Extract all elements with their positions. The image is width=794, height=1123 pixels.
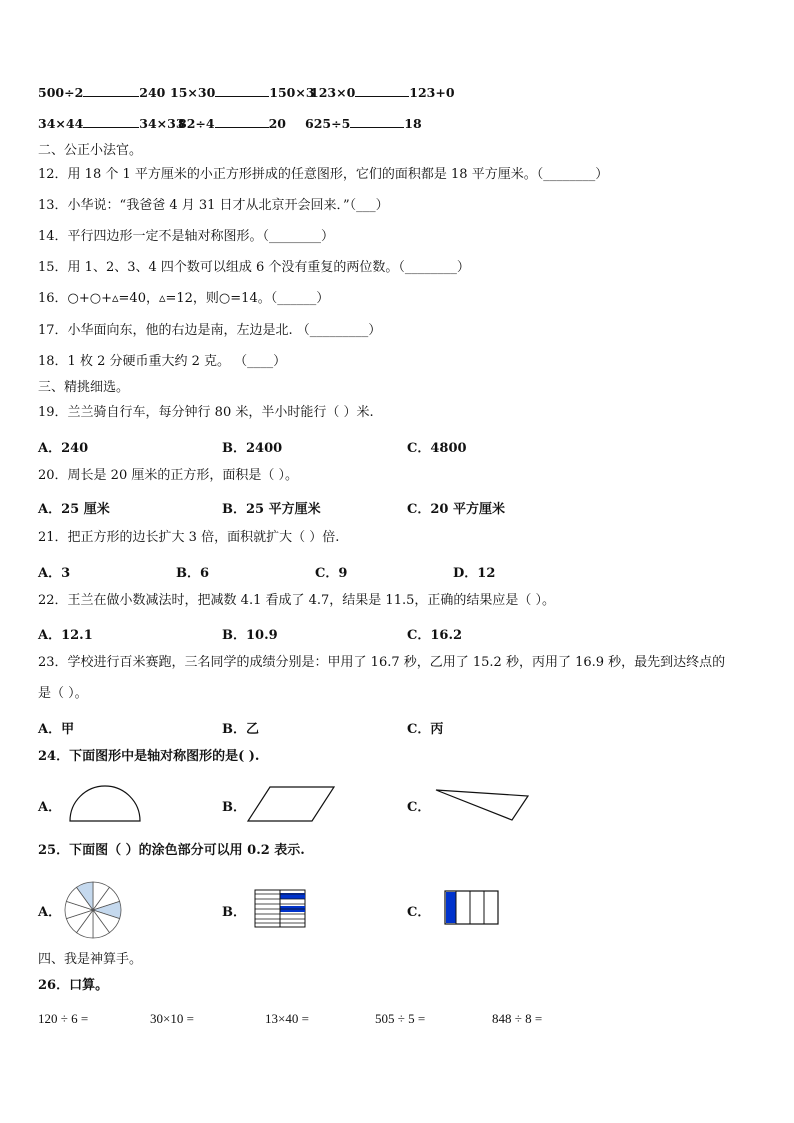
compare-right: 240 [139,85,166,100]
question-21: 21．把正方形的边长扩大 3 倍，面积就扩大（ ）倍. [38,530,340,545]
compare-right: 123+0 [409,85,455,100]
bar-fraction-figure [444,890,500,926]
option-c[interactable]: C． [407,800,431,815]
section-heading: 三、精挑细选。 [38,380,130,395]
option-b[interactable]: B． [222,800,246,815]
compare-item [310,84,455,100]
compare-left: 34×44 [38,116,84,131]
oral-calc-item[interactable]: 848 ÷ 8 = [492,1011,543,1026]
question-12: 12．用 18 个 1 平方厘米的小正方形拼成的任意图形，它们的面积都是 18 平方厘米。（________） [38,167,609,182]
option-c[interactable]: C．丙 [407,722,444,737]
oral-calc-item[interactable]: 120 ÷ 6 = [38,1011,89,1026]
question-20: 20．周长是 20 厘米的正方形，面积是（ ）。 [38,468,298,483]
question-23-line2: 是（ ）。 [38,686,88,701]
answer-blank[interactable] [355,84,409,97]
option-c[interactable]: C．4800 [407,441,467,456]
answer-blank[interactable] [215,115,269,128]
option-a[interactable]: A．25 厘米 [38,502,110,517]
compare-right: 34×33 [139,116,185,131]
oral-calc-item[interactable]: 505 ÷ 5 = [375,1011,426,1026]
grid-fraction-figure [254,889,306,929]
section-heading: 四、我是神算手。 [38,952,143,967]
option-a[interactable]: A． [38,800,62,815]
option-b[interactable]: B．乙 [222,722,259,737]
semicircle-figure [68,784,142,824]
answer-blank[interactable] [83,84,139,97]
oral-calc-item[interactable]: 30×10 = [150,1011,194,1026]
question-13: 13．小华说：“我爸爸 4 月 31 日才从北京开会回来．”（___） [38,198,389,213]
answer-blank[interactable] [350,115,404,128]
question-26: 26．口算。 [38,978,109,993]
question-25: 25．下面图（ ）的涂色部分可以用 0.2 表示. [38,843,305,858]
section-heading: 二、公正小法官。 [38,143,143,158]
compare-left: 123×0 [310,85,356,100]
compare-right: 18 [404,116,422,131]
compare-left: 82÷4 [178,116,215,131]
answer-blank[interactable] [215,84,269,97]
option-c[interactable]: C．20 平方厘米 [407,502,505,517]
triangle-figure [434,786,534,822]
answer-blank[interactable] [83,115,139,128]
option-a[interactable]: A．240 [38,441,89,456]
option-b[interactable]: B．25 平方厘米 [222,502,321,517]
option-c[interactable]: C． [407,905,431,920]
oral-calc-item[interactable]: 13×40 = [265,1011,309,1026]
option-a[interactable]: A．甲 [38,722,75,737]
compare-left: 15×30 [170,85,216,100]
compare-right: 20 [268,116,286,131]
option-d[interactable]: D．12 [453,566,496,581]
compare-left: 625÷5 [305,116,351,131]
compare-item [305,115,422,131]
compare-item [38,84,165,100]
compare-right: 150×3 [269,85,315,100]
question-18: 18．1 枚 2 分硬币重大约 2 克。 （____） [38,354,287,369]
compare-item [38,115,185,131]
option-b[interactable]: B． [222,905,246,920]
option-a[interactable]: A．12.1 [38,628,93,643]
question-22: 22．王兰在做小数减法时，把减数 4.1 看成了 4.7，结果是 11.5，正确的结果应是（ ）。 [38,593,555,608]
option-c[interactable]: C．9 [315,566,348,581]
question-16: 16．○+○+▵=40，▵=12，则○=14。（______） [38,291,330,306]
compare-item [170,84,315,100]
option-b[interactable]: B．2400 [222,441,283,456]
question-19: 19．兰兰骑自行车，每分钟行 80 米，半小时能行（ ）米. [38,405,374,420]
option-b[interactable]: B．6 [176,566,210,581]
option-a[interactable]: A．3 [38,566,71,581]
question-23-line1: 23．学校进行百米赛跑，三名同学的成绩分别是：甲用了 16.7 秒，乙用了 15.2 秒，丙用了 16.9 秒，最先到达终点的 [38,655,726,670]
option-a[interactable]: A． [38,905,62,920]
parallelogram-figure [246,785,338,823]
compare-item [178,115,286,131]
question-24: 24．下面图形中是轴对称图形的是( ). [38,749,260,764]
question-14: 14．平行四边形一定不是轴对称图形。（________） [38,229,335,244]
circle-fraction-figure [63,880,123,940]
compare-left: 500÷2 [38,85,84,100]
option-c[interactable]: C．16.2 [407,628,463,643]
question-15: 15．用 1、2、3、4 四个数可以组成 6 个没有重复的两位数。（________） [38,260,470,275]
option-b[interactable]: B．10.9 [222,628,278,643]
question-17: 17．小华面向东，他的右边是南，左边是北. （_________） [38,323,382,338]
